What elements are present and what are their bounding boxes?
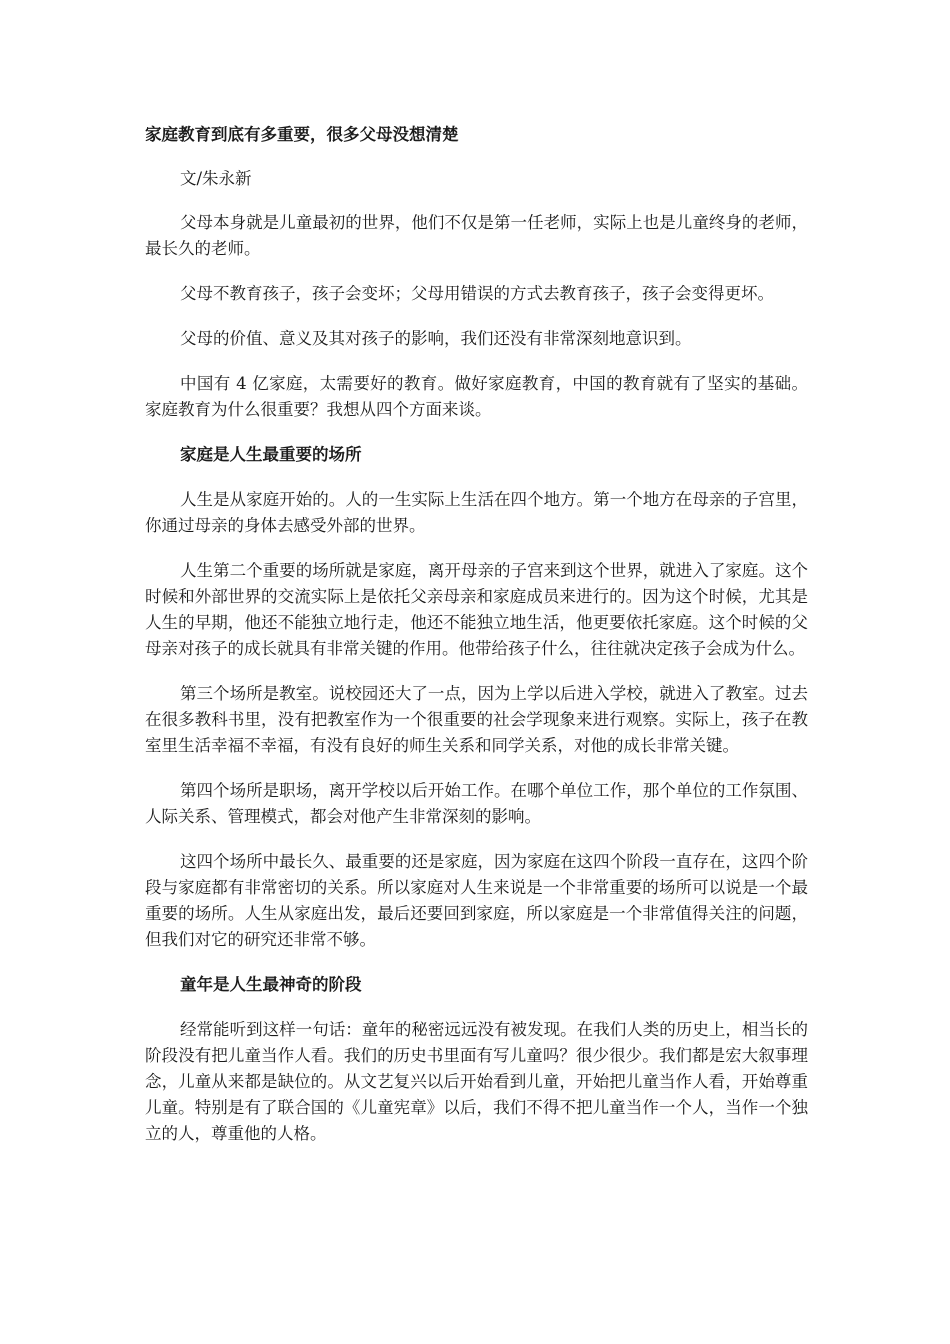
section-heading: 童年是人生最神奇的阶段 [180,975,362,994]
paragraph: 父母的价值、意义及其对孩子的影响，我们还没有非常深刻地意识到。 [180,329,692,348]
paragraph: 父母本身就是儿童最初的世界，他们不仅是第一任老师，实际上也是儿童终身的老师，最长久的老师。 [145,213,808,258]
paragraph: 人生是从家庭开始的。人的一生实际上生活在四个地方。第一个地方在母亲的子宫里，你通过母亲的身体去感受外部的世界。 [145,490,808,535]
article-title: 家庭教育到底有多重要，很多父母没想清楚 [145,125,459,144]
article-body [145,122,808,1166]
paragraph: 经常能听到这样一句话：童年的秘密远远没有被发现。在我们人类的历史上，相当长的阶段没有把儿童当作人看。我们的历史书里面有写儿童吗？很少很少。我们都是宏大叙事理念，儿童从来都是缺位的。从文艺复兴以后开始看到儿童，开始把儿童当作人看，开始尊重儿童。特别是有了联合国的《儿童宪章》以后，我们不得不把儿童当作一个人，当作一个独立的人，尊重他的人格。 [145,1020,808,1143]
paragraph: 中国有 4 亿家庭，太需要好的教育。做好家庭教育，中国的教育就有了坚实的基础。家庭教育为什么很重要？我想从四个方面来谈。 [145,374,808,419]
article-author: 文/朱永新 [180,169,252,188]
paragraph: 人生第二个重要的场所就是家庭，离开母亲的子宫来到这个世界，就进入了家庭。这个时候和外部世界的交流实际上是依托父亲母亲和家庭成员来进行的。因为这个时候，尤其是人生的早期，他还不能独立地行走，他还不能独立地生活，他更要依托家庭。这个时候的父母亲对孩子的成长就具有非常关键的作用。他带给孩子什么，往往就决定孩子会成为什么。 [145,561,808,658]
paragraph: 这四个场所中最长久、最重要的还是家庭，因为家庭在这四个阶段一直存在，这四个阶段与家庭都有非常密切的关系。所以家庭对人生来说是一个非常重要的场所可以说是一个最重要的场所。人生从家庭出发，最后还要回到家庭，所以家庭是一个非常值得关注的问题，但我们对它的研究还非常不够。 [145,852,808,949]
paragraph: 第三个场所是教室。说校园还大了一点，因为上学以后进入学校，就进入了教室。过去在很多教科书里，没有把教室作为一个很重要的社会学现象来进行观察。实际上，孩子在教室里生活幸福不幸福，有没有良好的师生关系和同学关系，对他的成长非常关键。 [145,684,808,755]
paragraph: 第四个场所是职场，离开学校以后开始工作。在哪个单位工作，那个单位的工作氛围、人际关系、管理模式，都会对他产生非常深刻的影响。 [145,781,808,826]
section-heading: 家庭是人生最重要的场所 [180,445,362,464]
paragraph: 父母不教育孩子，孩子会变坏；父母用错误的方式去教育孩子，孩子会变得更坏。 [180,284,774,303]
